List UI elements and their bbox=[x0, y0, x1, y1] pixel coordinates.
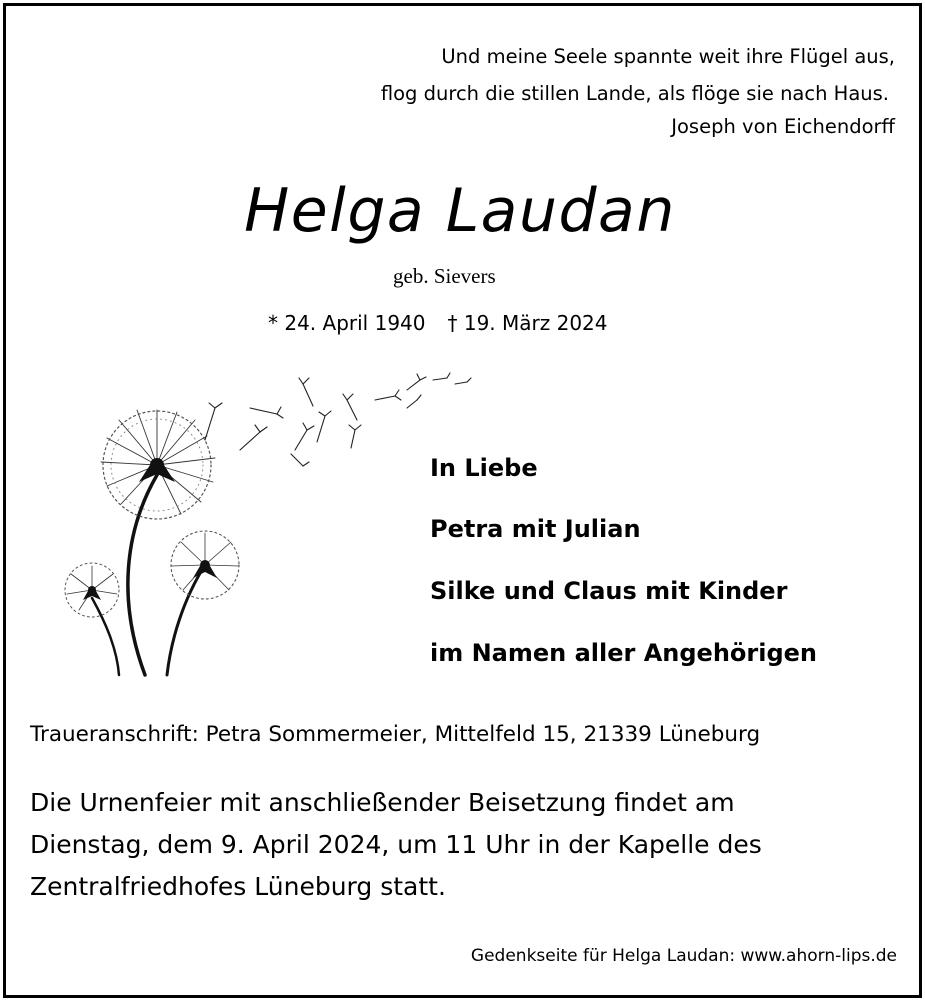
mourning-address: Traueranschrift: Petra Sommermeier, Mittelfeld 15, 21339 Lüneburg bbox=[30, 722, 761, 747]
life-dates bbox=[268, 311, 608, 335]
mourner-line-2: Petra mit Julian bbox=[430, 515, 641, 543]
birth-name: geb. Sievers bbox=[393, 264, 496, 288]
ceremony-line-1: Die Urnenfeier mit anschließender Beisetzung findet am bbox=[30, 788, 735, 817]
quote-line-2: flog durch die stillen Lande, als flöge sie nach Haus. bbox=[380, 82, 889, 105]
quote-line-1: Und meine Seele spannte weit ihre Flügel aus, bbox=[441, 45, 895, 68]
mourner-line-4: im Namen aller Angehörigen bbox=[430, 639, 818, 667]
death-date: † 19. März 2024 bbox=[447, 311, 608, 335]
deceased-name: Helga Laudan bbox=[244, 176, 676, 246]
ceremony-line-3: Zentralfriedhofes Lüneburg statt. bbox=[30, 872, 446, 901]
birth-date: * 24. April 1940 bbox=[268, 311, 426, 335]
memorial-page-link: Gedenkseite für Helga Laudan: www.ahorn-lips.de bbox=[470, 946, 897, 966]
mourner-line-3: Silke und Claus mit Kinder bbox=[430, 577, 788, 605]
mourner-line-1: In Liebe bbox=[430, 454, 538, 482]
dandelion-illustration bbox=[55, 370, 485, 680]
quote-author: Joseph von Eichendorff bbox=[671, 115, 895, 138]
ceremony-line-2: Dienstag, dem 9. April 2024, um 11 Uhr in der Kapelle des bbox=[30, 830, 762, 859]
